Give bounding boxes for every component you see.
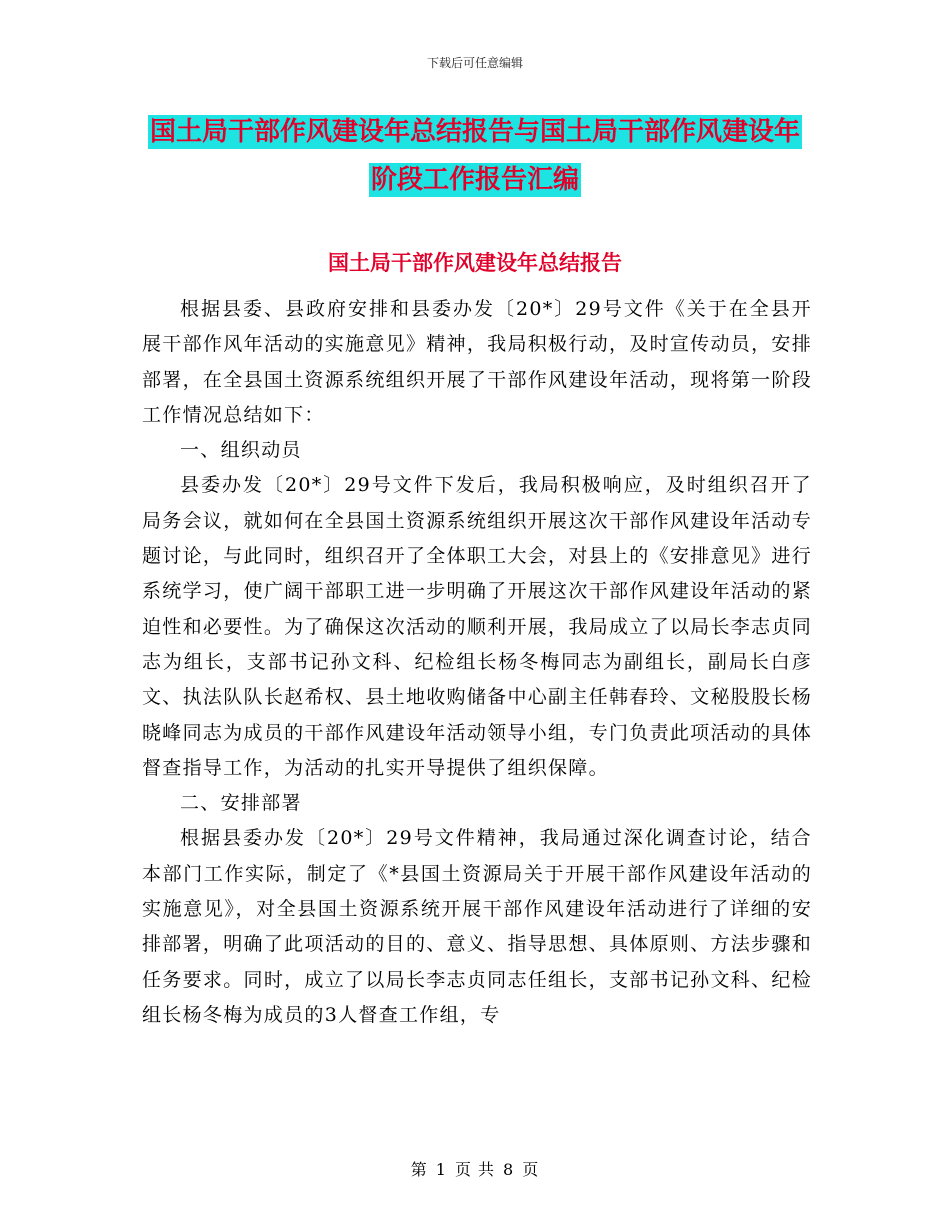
paragraph: 根据县委办发〔20*〕29号文件精神，我局通过深化调查讨论，结合本部门工作实际，制定了《*县国土资源局关于开展干部作风建设年活动的实施意见》，对全县国土资源系统开展干部作风建设年活动进行了详细的安排部署，明确了此项活动的目的、意义、指导思想、具体原则、方法步骤和任务要求。同时，成立了以局长李志贞同志任组长，支部书记孙文科、纪检组长杨冬梅为成员的3人督查工作组，专 xyxy=(142,827,812,1026)
paragraph-heading: 一、组织动员 xyxy=(180,439,302,462)
total-pages-number: 8 xyxy=(503,1160,515,1179)
section-title: 国土局干部作风建设年总结报告 xyxy=(328,251,622,275)
document-title xyxy=(140,108,810,204)
footer-label-of: 页 共 xyxy=(454,1160,496,1179)
paragraph: 县委办发〔20*〕29号文件下发后，我局积极响应，及时组织召开了局务会议，就如何在全县国土资源系统组织开展这次干部作风建设年活动专题讨论，与此同时，组织召开了全体职工大会，对县上的《安排意见》进行系统学习，使广阔干部职工进一步明确了开展这次干部作风建设年活动的紧迫性和必要性。为了确保这次活动的顺利开展，我局成立了以局长李志贞同志为组长，支部书记孙文科、纪检组长杨冬梅同志为副组长，副局长白彦文、执法队队长赵希权、县土地收购储备中心副主任韩春玲、文秘股股长杨晓峰同志为成员的干部作风建设年活动领导小组，专门负责此项活动的具体督查指导工作，为活动的扎实开导提供了组织保障。 xyxy=(142,474,812,779)
footer-label-page: 第 xyxy=(410,1160,428,1179)
document-title-text: 国土局干部作风建设年总结报告与国土局干部作风建设年阶段工作报告汇编 xyxy=(149,117,800,195)
paragraph: 根据县委、县政府安排和县委办发〔20*〕29号文件《关于在全县开展干部作风年活动的实施意见》精神，我局积极行动，及时宣传动员，安排部署，在全县国土资源系统组织开展了干部作风建设年活动，现将第一阶段工作情况总结如下： xyxy=(142,298,812,426)
header-note: 下载后可任意编辑 xyxy=(426,56,523,70)
paragraph-heading: 二、安排部署 xyxy=(180,792,302,815)
current-page-number: 1 xyxy=(435,1160,447,1179)
footer-label-end: 页 xyxy=(522,1160,540,1179)
document-body xyxy=(142,292,812,1033)
page-footer xyxy=(0,1157,950,1180)
